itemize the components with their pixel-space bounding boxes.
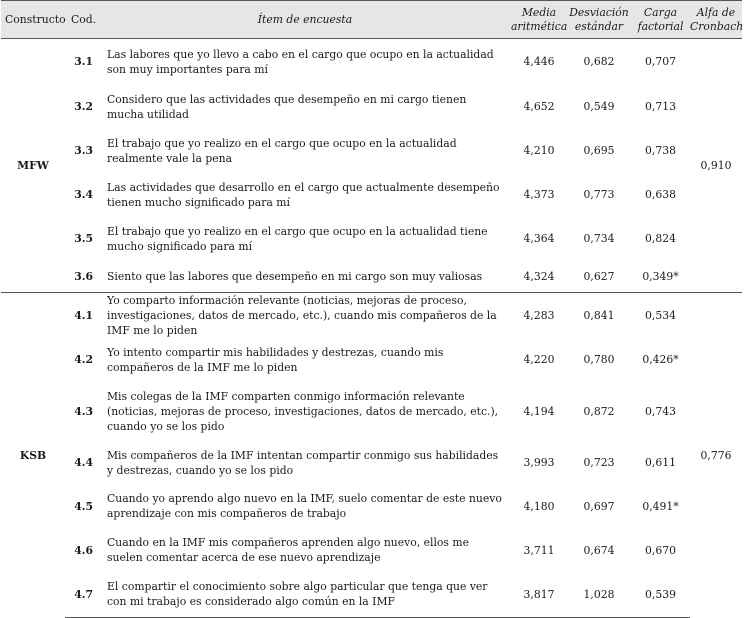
media-value: 4,364 (523, 232, 555, 245)
item-text: Mis colegas de la IMF comparten conmigo información relevante (noticias, mejoras de proceso, investigaciones, datos de mercado, etc.), cuando yo se los pido (107, 389, 499, 433)
table-row (1, 528, 742, 572)
table-row (1, 217, 742, 261)
carga-value: 0,426* (642, 353, 679, 366)
carga-value: 0,738 (645, 144, 676, 157)
item-text: Siento que las labores que desempeño en mi cargo son muy valiosas (107, 269, 483, 283)
item-text: El trabajo que yo realizo en el cargo que ocupo en la actualidad realmente vale la pena (107, 136, 457, 165)
carga-value: 0,638 (645, 188, 676, 201)
desviacion-value: 0,674 (583, 543, 615, 557)
media-value: 3,711 (523, 543, 555, 557)
table-row (1, 261, 742, 293)
item-code: 4.4 (74, 456, 93, 469)
header-item: Ítem de encuesta (99, 1, 511, 39)
carga-value: 0,707 (645, 55, 676, 69)
header-media (511, 1, 567, 39)
media-value: 4,283 (511, 293, 567, 339)
item-code: 3.6 (74, 269, 93, 283)
carga-value: 0,349* (642, 269, 679, 283)
item-code: 4.6 (74, 543, 93, 557)
desviacion-value: 0,872 (583, 404, 615, 418)
item-text: Cuando yo aprendo algo nuevo en la IMF, suelo comentar de este nuevo aprendizaje con mis compañeros de trabajo (107, 492, 502, 520)
table-row (1, 484, 742, 528)
carga-value: 0,713 (645, 100, 676, 113)
item-code: 4.2 (74, 353, 93, 366)
construct-label: KSB (1, 293, 65, 618)
header-carga-line2: factorial (637, 19, 684, 33)
carga-value: 0,611 (645, 456, 676, 469)
item-code: 4.3 (74, 404, 93, 418)
media-value: 4,194 (523, 404, 555, 418)
construct-label: MFW (17, 159, 49, 172)
desviacion-value: 0,682 (583, 55, 615, 69)
table-row (1, 173, 742, 217)
header-media-line1: Media (521, 5, 557, 19)
media-value: 4,180 (523, 499, 555, 513)
carga-value: 0,539 (631, 572, 690, 617)
item-code: 3.2 (74, 100, 93, 113)
table-row (1, 85, 742, 129)
table-row (1, 441, 742, 484)
desviacion-value: 0,734 (583, 232, 615, 245)
item-code: 4.1 (65, 293, 99, 339)
item-text: Yo comparto información relevante (noticias, mejoras de proceso, investigaciones, datos de mercado, etc.), cuando mis compañeros de la IMF me lo piden (99, 293, 511, 339)
media-value: 3,817 (511, 572, 567, 617)
cronbach-alpha-value: 0,910 (700, 159, 732, 172)
item-text: Cuando en la IMF mis compañeros aprenden algo nuevo, ellos me suelen comentar acerca de ese nuevo aprendizaje (107, 536, 469, 564)
item-text: Considero que las actividades que desempeño en mi cargo tienen mucha utilidad (107, 92, 467, 121)
carga-value: 0,534 (631, 293, 690, 339)
media-value: 4,210 (523, 144, 555, 157)
media-value: 3,993 (523, 456, 555, 469)
item-code: 3.5 (74, 232, 93, 245)
header-alfa-line1: Alfa de (696, 5, 736, 19)
item-text: Las labores que yo llevo a cabo en el cargo que ocupo en la actualidad son muy importantes para mí (107, 47, 494, 76)
desviacion-value: 0,695 (583, 144, 615, 157)
media-value: 4,652 (523, 100, 555, 113)
carga-value: 0,824 (645, 232, 676, 245)
item-code: 3.4 (74, 188, 93, 201)
header-alfa-line2: Cronbach (690, 19, 744, 33)
carga-value: 0,491* (642, 499, 679, 513)
item-text: El trabajo que yo realizo en el cargo que ocupo en la actualidad tiene mucho significado para mí (107, 224, 488, 253)
table-row (1, 39, 742, 85)
item-text: Yo intento compartir mis habilidades y destrezas, cuando mis compañeros de la IMF me lo piden (107, 345, 444, 374)
desviacion-value: 0,549 (583, 100, 615, 113)
media-value: 4,446 (523, 55, 555, 69)
item-code: 4.7 (65, 572, 99, 617)
table-row (1, 338, 742, 381)
survey-items-table (1, 0, 742, 618)
carga-value: 0,670 (645, 543, 676, 557)
desviacion-value: 0,723 (583, 456, 615, 469)
item-text: Las actividades que desarrollo en el cargo que actualmente desempeño tienen mucho significado para mí (107, 180, 500, 209)
cronbach-alpha-value: 0,776 (690, 293, 742, 618)
header-carga (631, 1, 690, 39)
header-cod: Cod. (65, 1, 99, 39)
desviacion-value: 0,697 (583, 499, 615, 513)
item-text: Mis compañeros de la IMF intentan compartir conmigo sus habilidades y destrezas, cuando yo se los pido (107, 448, 499, 477)
item-code: 3.1 (74, 55, 93, 69)
media-value: 4,220 (523, 353, 555, 366)
desviacion-value: 0,841 (567, 293, 631, 339)
media-value: 4,373 (523, 188, 555, 201)
item-code: 4.5 (74, 499, 93, 513)
table-header-row (1, 1, 742, 39)
header-desviacion-line2: estándar (574, 19, 624, 33)
table-body (1, 39, 742, 618)
desviacion-value: 1,028 (567, 572, 631, 617)
desviacion-value: 0,780 (583, 353, 615, 366)
header-desviacion-line1: Desviación (569, 5, 629, 19)
header-desviacion (567, 1, 631, 39)
desviacion-value: 0,627 (583, 269, 615, 283)
header-alfa (690, 1, 742, 39)
desviacion-value: 0,773 (583, 188, 615, 201)
media-value: 4,324 (523, 269, 555, 283)
carga-value: 0,743 (645, 404, 676, 418)
header-constructo: Constructo (1, 1, 65, 39)
table-row (1, 293, 742, 339)
table-row (1, 129, 742, 173)
table-row (1, 381, 742, 441)
item-text: El compartir el conocimiento sobre algo particular que tenga que ver con mi trabajo es considerado algo común en la IMF (99, 572, 511, 617)
table-row (1, 572, 742, 617)
item-code: 3.3 (74, 144, 93, 157)
header-carga-line1: Carga (643, 5, 678, 19)
header-media-line2: aritmética (511, 19, 568, 33)
